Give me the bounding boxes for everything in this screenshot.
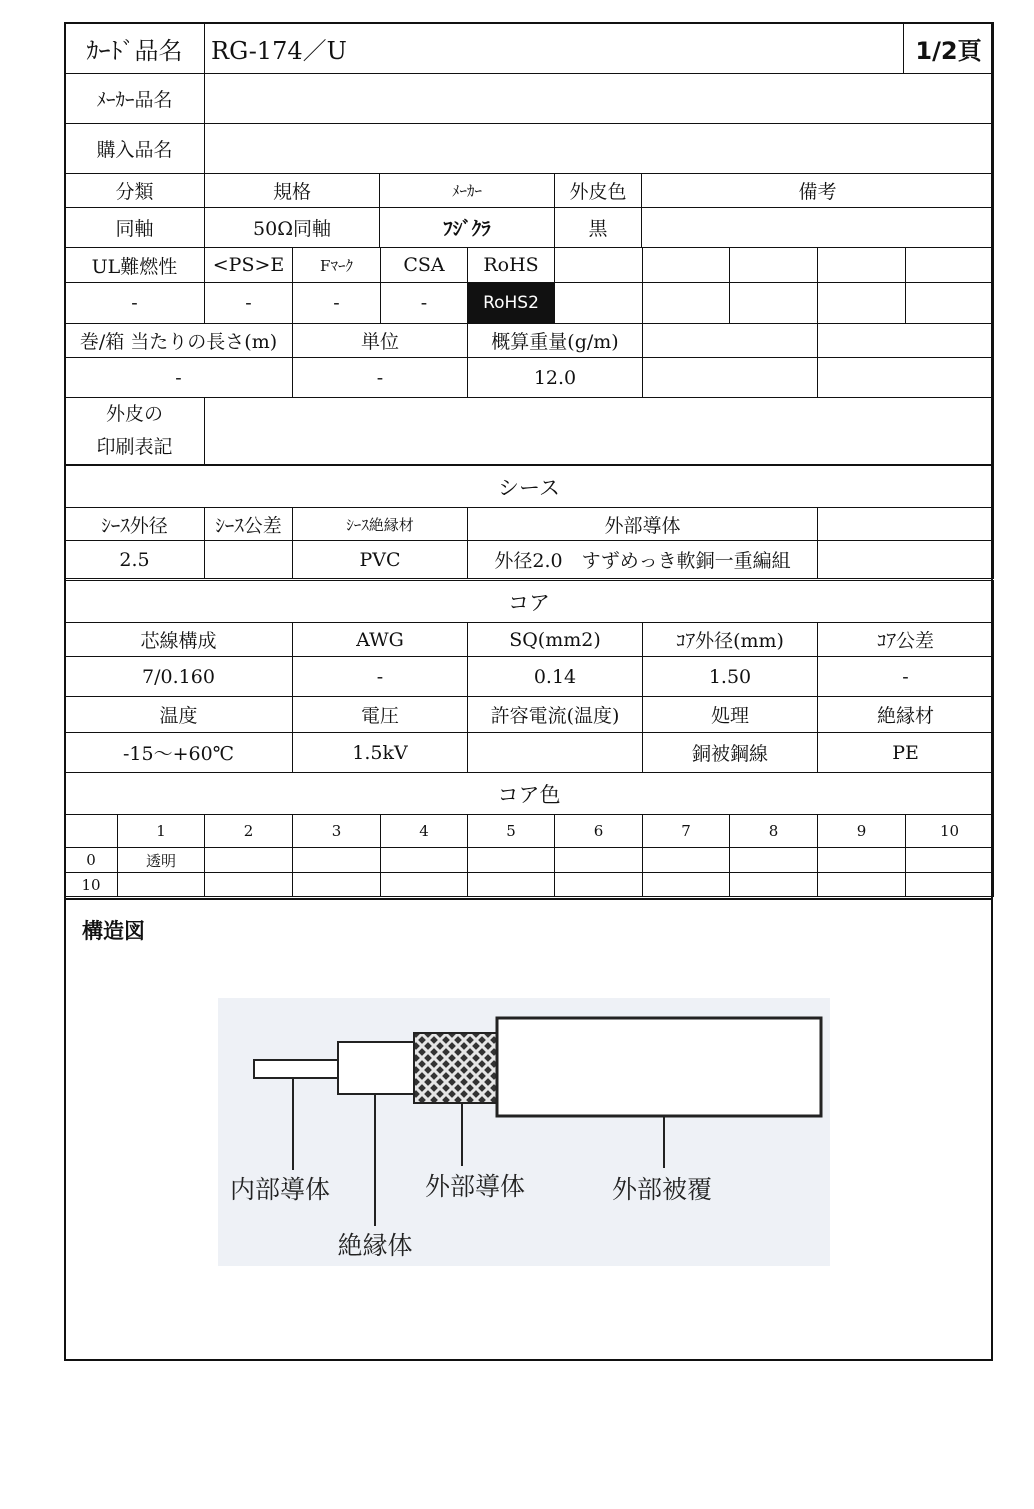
maker-name-value — [205, 74, 994, 124]
outer-conductor-label: 外部導体 — [424, 1172, 526, 1201]
core-color-cell: 透明 — [118, 848, 205, 873]
treatment-value: 銅被鋼線 — [643, 733, 818, 773]
unit-header: 単位 — [293, 324, 468, 358]
certification-table — [64, 247, 994, 324]
cert-value-9 — [818, 283, 906, 324]
outer-jacket-shape — [497, 1018, 821, 1116]
ul-header: UL難燃性 — [65, 248, 205, 283]
insulation-material-header: 絶縁材 — [818, 697, 994, 733]
core-color-col-7: 7 — [643, 815, 730, 848]
structure-diagram-title: 構造図 — [82, 919, 145, 943]
temperature-header: 温度 — [65, 697, 293, 733]
length-header-4 — [643, 324, 818, 358]
core-color-cell — [906, 873, 994, 897]
rohs-badge: RoHS2 — [468, 283, 555, 324]
core-color-cell — [468, 873, 555, 897]
cert-header-8 — [730, 248, 818, 283]
csa-header: CSA — [381, 248, 468, 283]
f-mark-header: Fﾏｰｸ — [293, 248, 381, 283]
core-color-col-8: 8 — [730, 815, 818, 848]
sheath-table — [64, 465, 994, 579]
classification-header: 分類 — [65, 174, 205, 208]
csa-value: - — [381, 283, 468, 324]
core-color-cell — [906, 848, 994, 873]
standard-value: 50Ω同軸 — [205, 208, 380, 248]
core-color-row-label: 0 — [65, 848, 118, 873]
core-color-col-3: 3 — [293, 815, 381, 848]
page-number: 1/2頁 — [904, 23, 994, 74]
pse-header: <PS>E — [205, 248, 293, 283]
cert-header-7 — [643, 248, 730, 283]
header-table — [64, 22, 994, 174]
core-color-cell — [293, 873, 381, 897]
conductor-construction-value: 7/0.160 — [65, 657, 293, 697]
cert-value-10 — [906, 283, 994, 324]
core-color-row-label: 10 — [65, 873, 118, 897]
print-label-line2: 印刷表記 — [96, 436, 173, 458]
sheath-od-header: ｼｰｽ外径 — [65, 508, 205, 541]
core-color-col-2: 2 — [205, 815, 293, 848]
coax-cable-diagram — [218, 998, 830, 1266]
sheath-insulation-value: PVC — [293, 541, 468, 579]
print-table — [64, 397, 994, 465]
voltage-value: 1.5kV — [293, 733, 468, 773]
core-color-table — [64, 772, 994, 897]
sheath-tolerance-header: ｼｰｽ公差 — [205, 508, 293, 541]
core-color-title: コア色 — [65, 773, 994, 815]
core-color-col-10: 10 — [906, 815, 994, 848]
core-color-cell — [118, 873, 205, 897]
core-color-col-6: 6 — [555, 815, 643, 848]
pse-value: - — [205, 283, 293, 324]
f-mark-value: - — [293, 283, 381, 324]
maker-name-label: ﾒｰｶｰ品名 — [65, 74, 205, 124]
sheath-title: シース — [65, 466, 994, 508]
unit-value: - — [293, 358, 468, 398]
core-color-cell — [730, 873, 818, 897]
insulator-shape — [338, 1042, 418, 1094]
length-value-5 — [818, 358, 994, 398]
sheath-value-5 — [818, 541, 994, 579]
remarks-value — [642, 208, 994, 248]
outer-conductor-header: 外部導体 — [468, 508, 818, 541]
standard-header: 規格 — [205, 174, 380, 208]
cert-header-10 — [906, 248, 994, 283]
core-color-cell — [555, 873, 643, 897]
core-tolerance-value: - — [818, 657, 994, 697]
core-color-cell — [818, 848, 906, 873]
cert-value-8 — [730, 283, 818, 324]
jacket-color-header: 外皮色 — [555, 174, 642, 208]
print-value — [205, 398, 994, 465]
conductor-construction-header: 芯線構成 — [65, 623, 293, 657]
cert-header-9 — [818, 248, 906, 283]
sheath-header-5 — [818, 508, 994, 541]
outer-conductor-value: 外径2.0 すずめっき軟銅一重編組 — [468, 541, 818, 579]
core-od-header: ｺｱ外径(mm) — [643, 623, 818, 657]
purchase-name-label: 購入品名 — [65, 124, 205, 174]
core-color-col-9: 9 — [818, 815, 906, 848]
core-tolerance-header: ｺｱ公差 — [818, 623, 994, 657]
print-label — [65, 398, 205, 465]
core-color-cell — [205, 873, 293, 897]
weight-value: 12.0 — [468, 358, 643, 398]
core-color-cell — [555, 848, 643, 873]
length-per-reel-header: 巻/箱 当たりの長さ(m) — [65, 324, 293, 358]
card-name-value: RG-174／U — [205, 23, 904, 74]
awg-header: AWG — [293, 623, 468, 657]
length-table — [64, 323, 994, 398]
core-od-value: 1.50 — [643, 657, 818, 697]
core-color-col-5: 5 — [468, 815, 555, 848]
core-title: コア — [65, 581, 994, 623]
core-color-cell — [381, 848, 468, 873]
classification-value: 同軸 — [65, 208, 205, 248]
cert-header-6 — [555, 248, 643, 283]
core-color-cell — [293, 848, 381, 873]
voltage-header: 電圧 — [293, 697, 468, 733]
classification-table — [64, 173, 994, 248]
core-color-col-4: 4 — [381, 815, 468, 848]
ul-value: - — [65, 283, 205, 324]
sheath-insulation-header: ｼｰｽ絶縁材 — [293, 508, 468, 541]
cert-value-7 — [643, 283, 730, 324]
purchase-name-value — [205, 124, 994, 174]
core-color-cell — [205, 848, 293, 873]
inner-conductor-label: 内部導体 — [229, 1175, 331, 1204]
core-table — [64, 580, 994, 773]
length-value-4 — [643, 358, 818, 398]
core-color-cell — [730, 848, 818, 873]
temperature-value: -15～+60℃ — [65, 733, 293, 773]
sheath-tolerance-value — [205, 541, 293, 579]
outer-jacket-label: 外部被覆 — [611, 1175, 713, 1204]
core-color-cell — [381, 873, 468, 897]
sq-value: 0.14 — [468, 657, 643, 697]
insulator-label: 絶縁体 — [337, 1231, 413, 1260]
remarks-header: 備考 — [642, 174, 994, 208]
core-color-cell — [818, 873, 906, 897]
treatment-header: 処理 — [643, 697, 818, 733]
length-header-5 — [818, 324, 994, 358]
core-color-cell — [643, 848, 730, 873]
sq-header: SQ(mm2) — [468, 623, 643, 657]
allowable-current-header: 許容電流(温度) — [468, 697, 643, 733]
core-color-col-1: 1 — [118, 815, 205, 848]
core-color-corner — [65, 815, 118, 848]
weight-header: 概算重量(g/m) — [468, 324, 643, 358]
maker-value: ﾌｼﾞｸﾗ — [380, 208, 555, 248]
cert-value-6 — [555, 283, 643, 324]
core-color-cell — [643, 873, 730, 897]
length-per-reel-value: - — [65, 358, 293, 398]
insulation-material-value: PE — [818, 733, 994, 773]
inner-conductor-shape — [254, 1060, 344, 1078]
rohs-header: RoHS — [468, 248, 555, 283]
awg-value: - — [293, 657, 468, 697]
card-name-label: ｶｰﾄﾞ品名 — [65, 23, 205, 74]
jacket-color-value: 黒 — [555, 208, 642, 248]
maker-header: ﾒｰｶｰ — [380, 174, 555, 208]
allowable-current-value — [468, 733, 643, 773]
sheath-od-value: 2.5 — [65, 541, 205, 579]
print-label-line1: 外皮の — [105, 403, 163, 425]
outer-conductor-shape — [414, 1033, 499, 1103]
core-color-cell — [468, 848, 555, 873]
